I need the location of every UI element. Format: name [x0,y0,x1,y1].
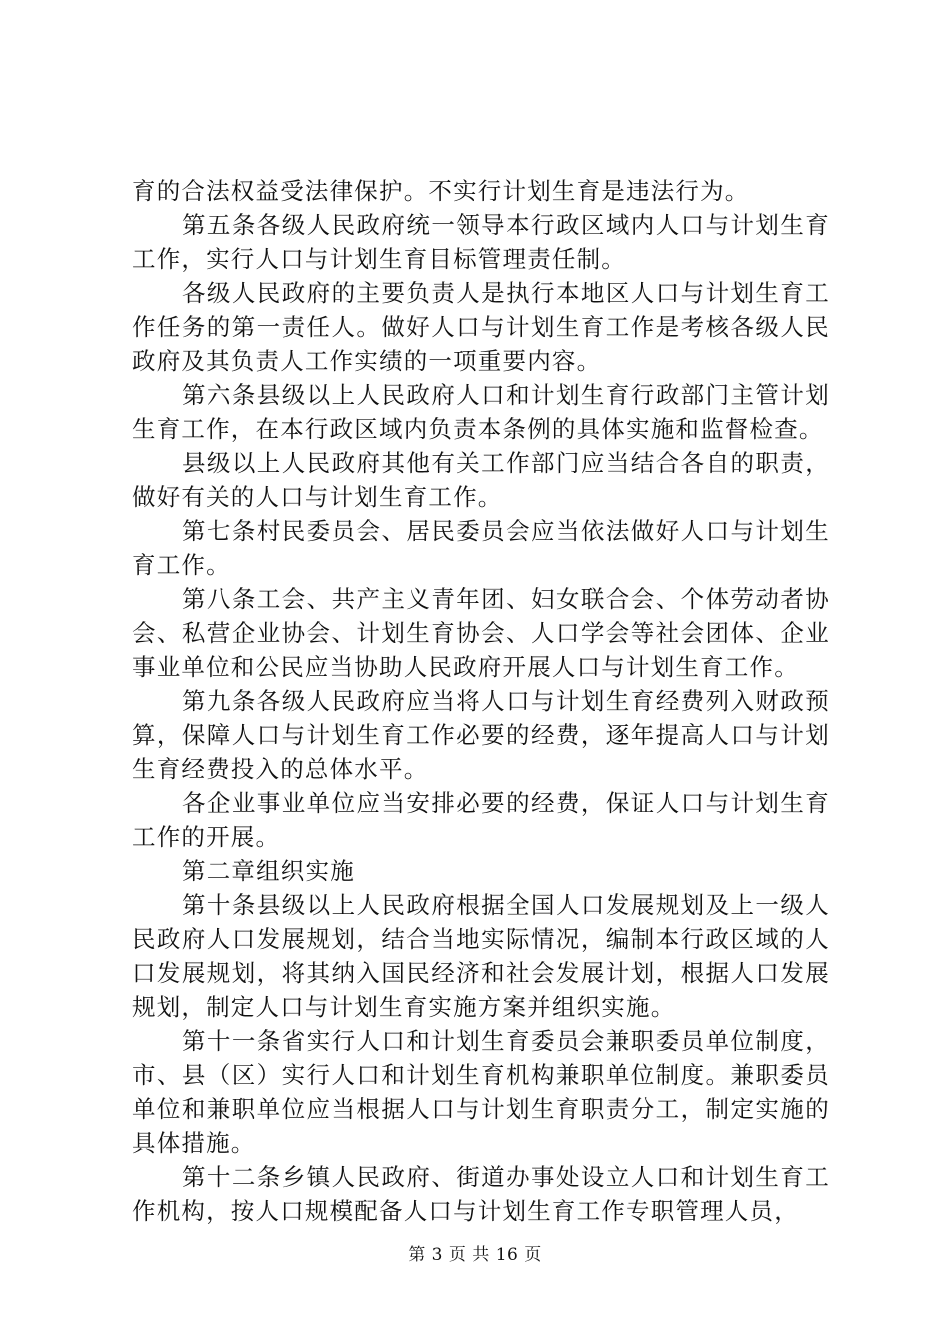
paragraph-3: 各级人民政府的主要负责人是执行本地区人口与计划生育工作任务的第一责任人。做好人口与计划生育工作是考核各级人民政府及其负责人工作实绩的一项重要内容。 [132,279,830,375]
paragraph-article-7: 第七条村民委员会、居民委员会应当依法做好人口与计划生育工作。 [132,517,830,579]
paragraph-1: 育的合法权益受法律保护。不实行计划生育是违法行为。 [132,177,750,205]
page-number-footer: 第 3 页 共 16 页 [408,1245,542,1265]
paragraph-article-8: 第八条工会、共产主义青年团、妇女联合会、个体劳动者协会、私营企业协会、计划生育协会、人口学会等社会团体、企业事业单位和公民应当协助人民政府开展人口与计划生育工作。 [132,585,830,681]
paragraph-5: 县级以上人民政府其他有关工作部门应当结合各自的职责，做好有关的人口与计划生育工作。 [132,449,830,511]
paragraph-article-11: 第十一条省实行人口和计划生育委员会兼职委员单位制度，市、县（区）实行人口和计划生育机构兼职单位制度。兼职委员单位和兼职单位应当根据人口与计划生育职责分工，制定实施的具体措施。 [132,1027,830,1157]
paragraph-article-10: 第十条县级以上人民政府根据全国人口发展规划及上一级人民政府人口发展规划，结合当地实际情况，编制本行政区域的人口发展规划，将其纳入国民经济和社会发展计划，根据人口发展规划，制定人口与计划生育实施方案并组织实施。 [132,891,830,1021]
paragraph-article-12: 第十二条乡镇人民政府、街道办事处设立人口和计划生育工作机构，按人口规模配备人口与计划生育工作专职管理人员， [132,1163,830,1225]
paragraph-article-9: 第九条各级人民政府应当将人口与计划生育经费列入财政预算，保障人口与计划生育工作必要的经费，逐年提高人口与计划生育经费投入的总体水平。 [132,687,830,783]
chapter-heading: 第二章组织实施 [182,857,355,885]
document-body [132,174,830,1228]
paragraph-article-5: 第五条各级人民政府统一领导本行政区域内人口与计划生育工作，实行人口与计划生育目标管理责任制。 [132,211,830,273]
paragraph-article-6: 第六条县级以上人民政府人口和计划生育行政部门主管计划生育工作，在本行政区域内负责本条例的具体实施和监督检查。 [132,381,830,443]
paragraph-9: 各企业事业单位应当安排必要的经费，保证人口与计划生育工作的开展。 [132,789,830,851]
